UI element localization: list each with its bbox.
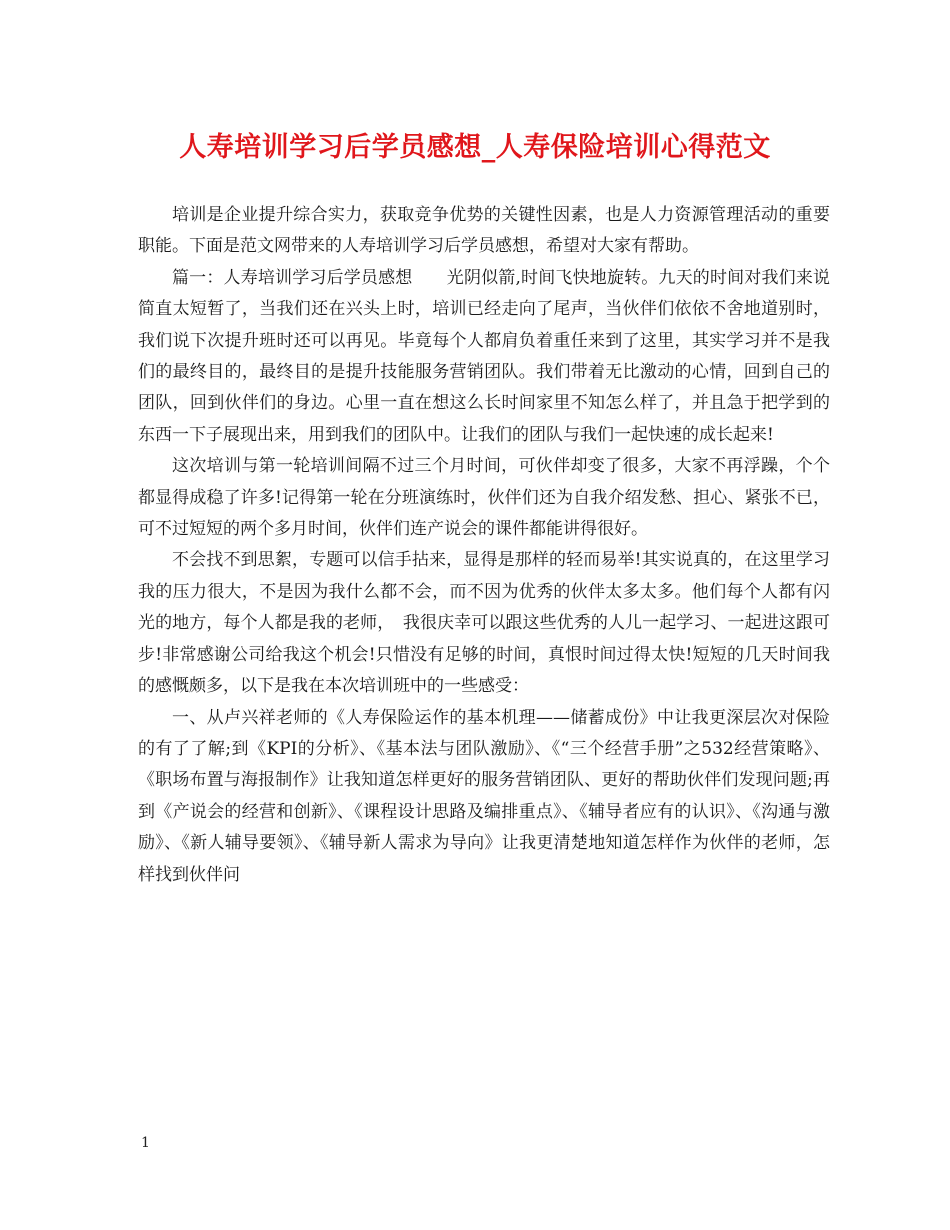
paragraph-intro: 培训是企业提升综合实力，获取竞争优势的关键性因素，也是人力资源管理活动的重要职能。下面是范文网带来的人寿培训学习后学员感想，希望对大家有帮助。: [138, 205, 830, 257]
page-number: 1: [141, 1135, 150, 1151]
paragraph-learning-pressure: 不会找不到思絮，专题可以信手拈来，显得是那样的轻而易举!其实说真的，在这里学习我的压力很大，不是因为我什么都不会，而不因为优秀的伙伴太多太多。他们每个人都有闪光的地方，每个人都是我的老师， 我很庆幸可以跟这些优秀的人儿一起学习、一起进这跟可步!非常感谢公司给我这个机会!只惜没有足够的时间，真恨时间过得太快!短短的几天时间我的感慨颇多，以下是我在本次培训班中的一些感受：: [138, 550, 830, 697]
paragraph-course-list: 一、从卢兴祥老师的《人寿保险运作的基本机理——储蓄成份》中让我更深层次对保险的有了了解;到《KPI的分析》、《基本法与团队激励》、《“三个经营手册”之532经营策略》、《职场布置与海报制作》让我知道怎样更好的服务营销团队、更好的帮助伙伴们发现问题;再到《产说会的经营和创新》、《课程设计思路及编排重点》、《辅导者应有的认识》、《沟通与激励》、《新人辅导要领》、《辅导新人需求为导向》让我更清楚地知道怎样作为伙伴的老师，怎样找到伙伴问: [138, 707, 830, 885]
paragraph-part-one: 篇一：人寿培训学习后学员感想 光阴似箭,时间飞快地旋转。九天的时间对我们来说简直太短暂了，当我们还在兴头上时，培训已经走向了尾声，当伙伴们依依不舍地道别时，我们说下次提升班时还可以再见。毕竟每个人都肩负着重任来到了这里，其实学习并不是我们的最终目的，最终目的是提升技能服务营销团队。我们带着无比激动的心情，回到自己的团队，回到伙伴们的身边。心里一直在想这么长时间家里不知怎么样了，并且急于把学到的东西一下子展现出来，用到我们的团队中。让我们的团队与我们一起快速的成长起来!: [138, 267, 830, 445]
document-title: 人寿培训学习后学员感想_人寿保险培训心得范文: [179, 132, 771, 163]
paragraph-training-interval: 这次培训与第一轮培训间隔不过三个月时间，可伙伴却变了很多，大家不再浮躁，个个都显得成稳了许多!记得第一轮在分班演练时，伙伴们还为自我介绍发愁、担心、紧张不已，可不过短短的两个多月时间，伙伴们连产说会的课件都能讲得很好。: [138, 456, 830, 540]
document-body: [138, 200, 830, 891]
